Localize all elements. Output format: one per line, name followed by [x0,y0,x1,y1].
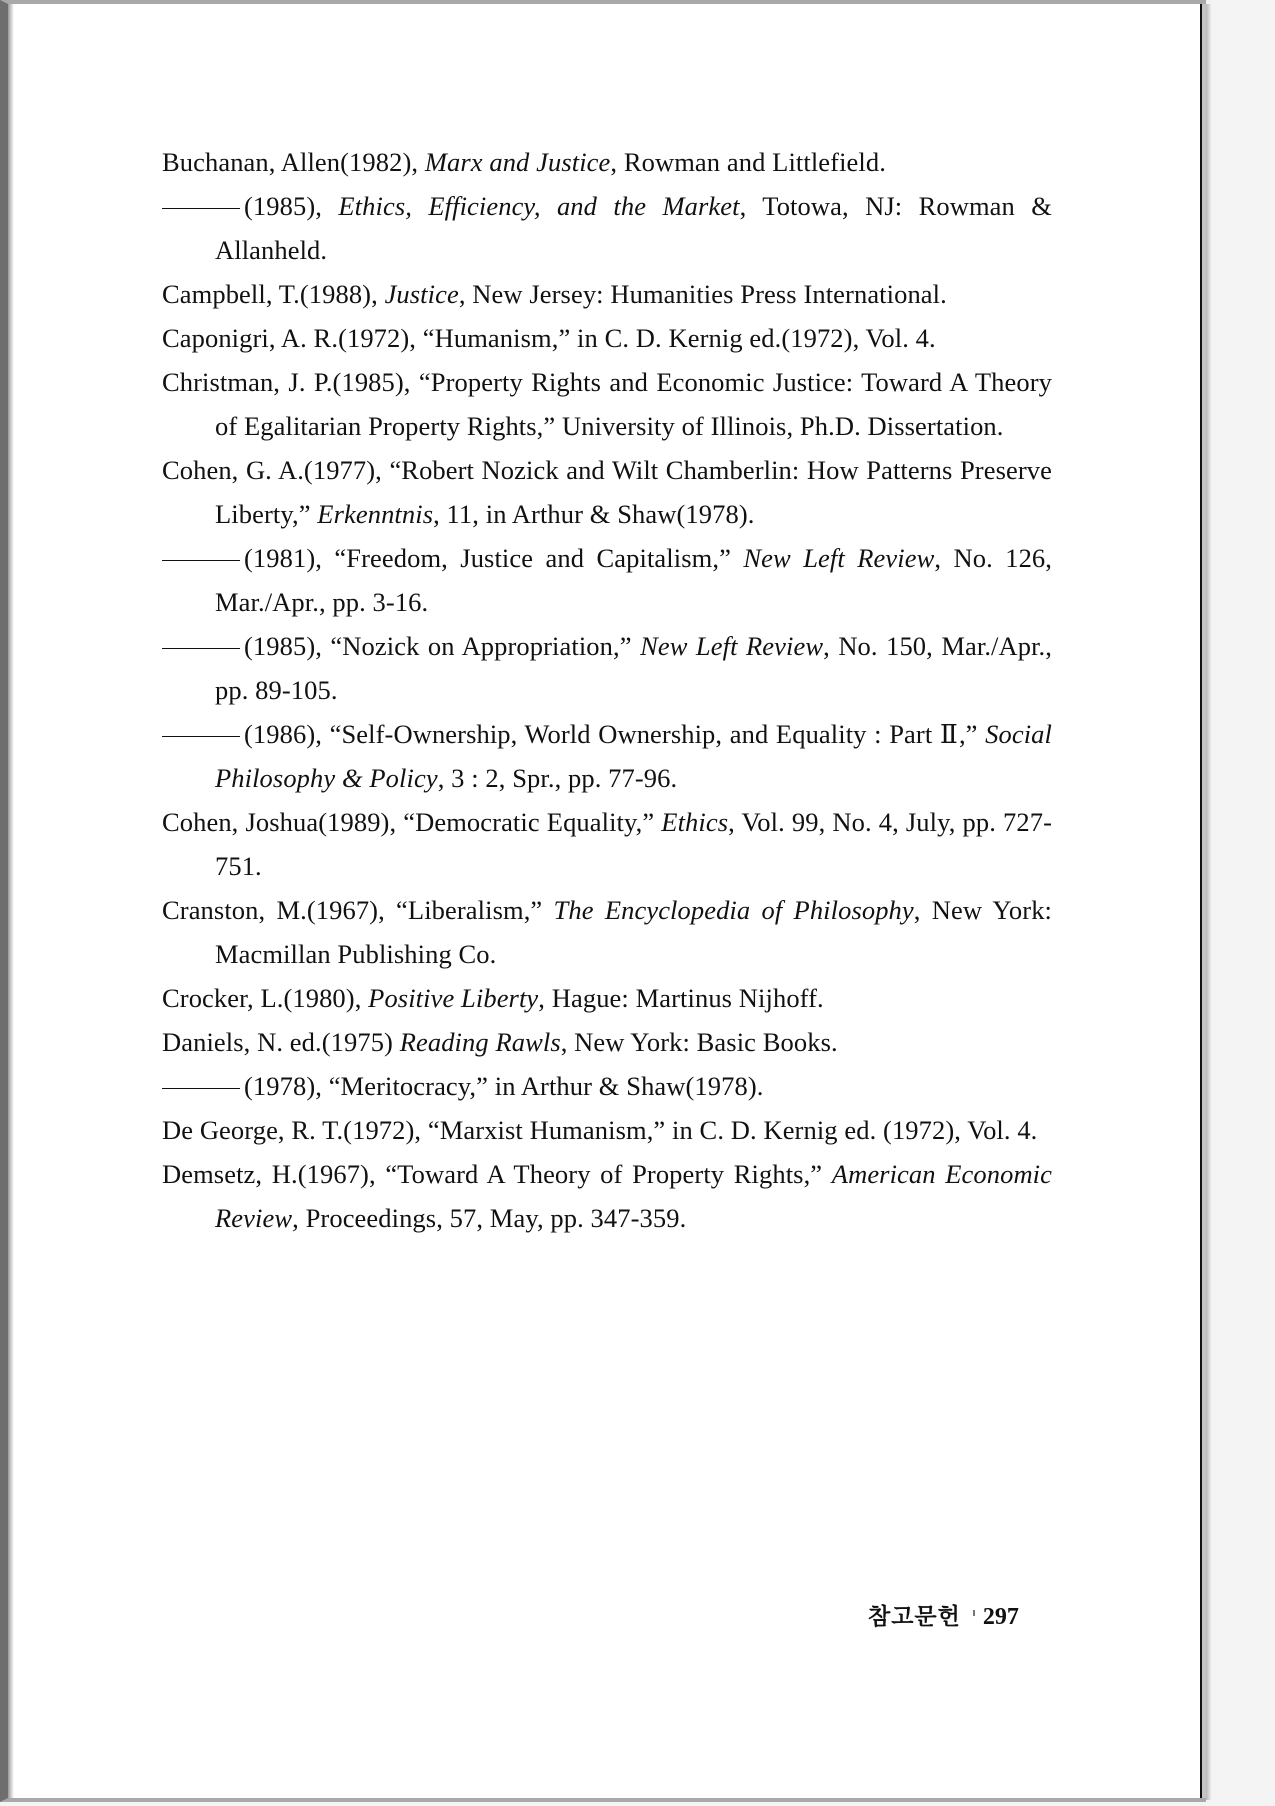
ditto-dash [162,560,240,561]
reference-entry: (1981), “Freedom, Justice and Capitalism,” New Left Review, No. 126, Mar./Apr., pp. 3-16. [162,536,1052,624]
reference-title: American Economic Review [215,1159,1053,1233]
reference-entry: Cranston, M.(1967), “Liberalism,” The Encyclopedia of Philosophy, New York: Macmillan Publishing Co. [162,895,1053,969]
ditto-dash [162,1088,240,1089]
reference-entry: Christman, J. P.(1985), “Property Rights and Economic Justice: Toward A Theory of Egalitarian Property Rights,” University of Illinois, Ph.D. Dissertation. [162,367,1052,441]
reference-title: The Encyclopedia of Philosophy [553,895,914,925]
ditto-dash [162,208,240,209]
reference-title: Marx and Justice [424,147,611,177]
reference-entry: Campbell, T.(1988), Justice, New Jersey: Humanities Press International. [162,279,947,309]
page-number: 297 [982,1604,1019,1630]
section-title: 참고문헌 [868,1604,961,1630]
reference-title: Ethics [661,807,729,837]
reference-entry: Demsetz, H.(1967), “Toward A Theory of Property Rights,” American Economic Review, Proceedings, 57, May, pp. 347-359. [162,1159,1053,1233]
reference-title: Social Philosophy & Policy [215,719,1052,793]
reference-entry: Buchanan, Allen(1982), Marx and Justice, Rowman and Littlefield. [162,147,886,177]
reference-entry: Caponigri, A. R.(1972), “Humanism,” in C. D. Kernig ed.(1972), Vol. 4. [162,323,936,353]
reference-entry: (1978), “Meritocracy,” in Arthur & Shaw(1978). [162,1064,1052,1108]
reference-title: Justice [384,279,459,309]
ditto-dash [162,648,240,649]
reference-list [162,140,1052,1240]
page-shadow [1206,4,1211,1800]
reference-title: Reading Rawls [399,1027,561,1057]
page-footer [868,1598,1019,1631]
reference-entry: (1986), “Self-Ownership, World Ownership, and Equality : Part Ⅱ,” Social Philosophy & Policy, 3 : 2, Spr., pp. 77-96. [162,712,1052,800]
reference-title: Erkenntnis [317,499,434,529]
reference-entry: Cohen, G. A.(1977), “Robert Nozick and Wilt Chamberlin: How Patterns Preserve Liberty,” Erkenntnis, 11, in Arthur & Shaw(1978). [162,455,1052,529]
reference-entry: Daniels, N. ed.(1975) Reading Rawls, New York: Basic Books. [162,1027,838,1057]
reference-title: Positive Liberty [368,983,539,1013]
reference-entry: Crocker, L.(1980), Positive Liberty, Hague: Martinus Nijhoff. [162,983,824,1013]
reference-entry: Cohen, Joshua(1989), “Democratic Equality,” Ethics, Vol. 99, No. 4, July, pp. 727-751. [162,807,1052,881]
reference-title: New Left Review [743,543,935,573]
page-left-shade [8,4,14,1798]
ditto-dash [162,736,240,737]
reference-entry: (1985), “Nozick on Appropriation,” New Left Review, No. 150, Mar./Apr., pp. 89-105. [162,624,1052,712]
reference-entry: De George, R. T.(1972), “Marxist Humanism,” in C. D. Kernig ed. (1972), Vol. 4. [162,1115,1038,1145]
reference-entry: (1985), Ethics, Efficiency, and the Market, Totowa, NJ: Rowman & Allanheld. [162,184,1052,272]
reference-title: New Left Review [640,631,824,661]
footer-separator [973,1610,975,1616]
reference-title: Ethics, Efficiency, and the Market [338,191,740,221]
